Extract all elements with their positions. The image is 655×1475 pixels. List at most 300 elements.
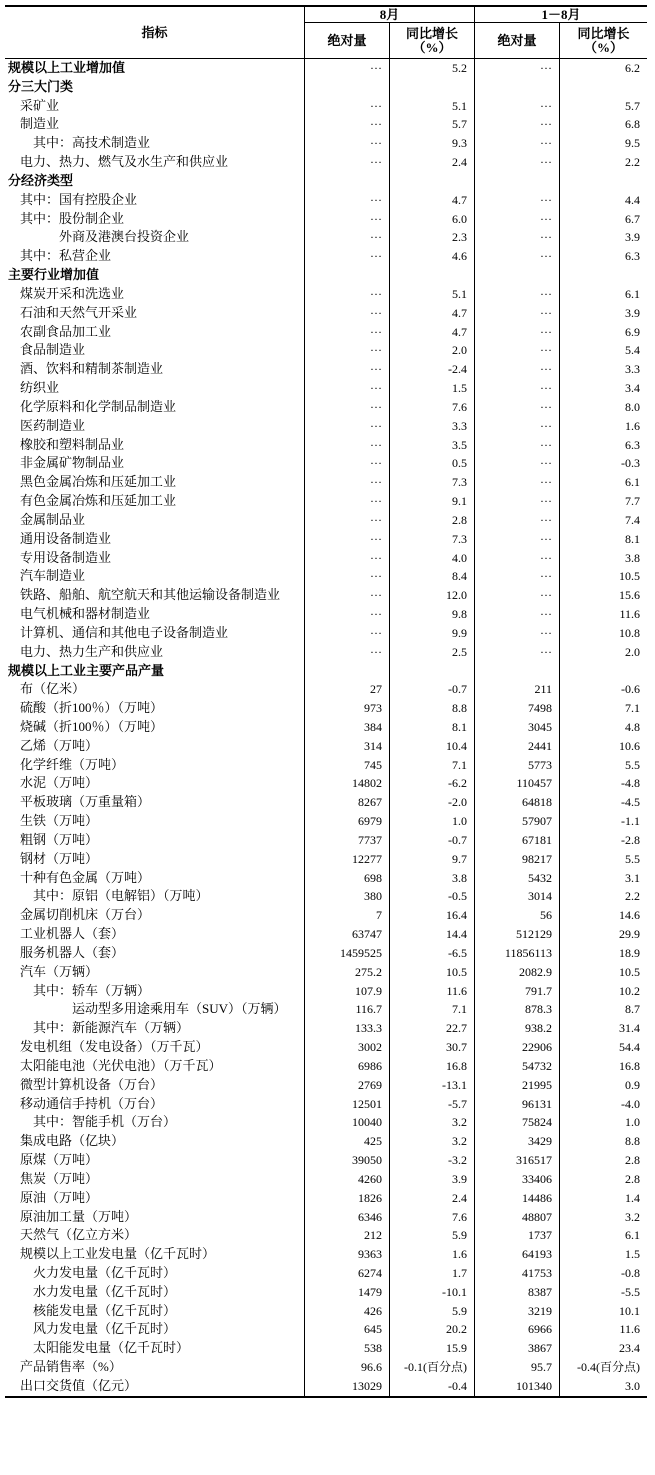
header-period-month-label: 8月 — [379, 6, 400, 22]
ytd-growth-cell — [560, 1095, 647, 1114]
ytd-growth-cell — [560, 1226, 647, 1245]
aug-growth-value: 3.3 — [452, 418, 467, 433]
ytd-absolute-cell — [475, 662, 560, 681]
aug-growth-value: 20.2 — [446, 1322, 467, 1337]
aug-absolute-value: 426 — [364, 1303, 382, 1318]
section-heading-label: 分经济类型 — [8, 172, 74, 188]
aug-absolute-cell — [305, 59, 390, 78]
indicator-cell — [5, 1339, 305, 1358]
ytd-growth-value: 54.4 — [619, 1040, 640, 1055]
aug-absolute-value: 8267 — [358, 795, 382, 810]
table-row — [5, 473, 647, 492]
indicator-cell — [5, 1095, 305, 1114]
aug-absolute-cell — [305, 1038, 390, 1057]
aug-absolute-value: 63747 — [352, 927, 382, 942]
ytd-growth-value: 3.9 — [625, 305, 640, 320]
table-row — [5, 1264, 647, 1283]
ytd-growth-value: 10.1 — [619, 1303, 640, 1318]
ytd-absolute-value: … — [540, 134, 552, 148]
ytd-absolute-value: 48807 — [522, 1209, 552, 1224]
ytd-growth-cell — [560, 1208, 647, 1227]
aug-absolute-value: … — [370, 96, 382, 110]
aug-growth-value: 3.2 — [452, 1134, 467, 1149]
ytd-growth-value: 3.2 — [625, 1209, 640, 1224]
ytd-absolute-value: 110457 — [516, 776, 552, 791]
aug-absolute-value: 384 — [364, 719, 382, 734]
aug-growth-cell — [390, 285, 475, 304]
indicator-label: 硫酸（折100％）（万吨） — [20, 700, 164, 716]
ytd-growth-value: -0.8 — [621, 1266, 640, 1280]
aug-growth-cell — [390, 1189, 475, 1208]
indicator-cell — [5, 699, 305, 718]
indicator-label: 钢材（万吨） — [20, 850, 99, 866]
aug-growth-value: 5.9 — [452, 1228, 467, 1243]
indicator-cell — [5, 624, 305, 643]
ytd-growth-value: -4.0 — [621, 1096, 640, 1111]
ytd-absolute-cell — [475, 530, 560, 549]
indicator-label: 其中：高技术制造业 — [33, 135, 151, 151]
ytd-growth-value: 3.8 — [625, 550, 640, 565]
ytd-growth-value: 3.0 — [625, 1378, 640, 1393]
ytd-absolute-cell — [475, 134, 560, 153]
ytd-absolute-value: … — [540, 153, 552, 167]
aug-absolute-cell — [305, 1264, 390, 1283]
indicator-cell — [5, 454, 305, 473]
ytd-growth-value: 23.4 — [619, 1341, 640, 1356]
ytd-absolute-value: 938.2 — [525, 1021, 552, 1036]
indicator-cell — [5, 1057, 305, 1076]
ytd-growth-value: 29.9 — [619, 927, 640, 942]
ytd-absolute-value: 95.7 — [531, 1360, 552, 1375]
aug-growth-cell — [390, 1226, 475, 1245]
aug-absolute-value: 1826 — [358, 1190, 382, 1205]
ytd-absolute-cell — [475, 549, 560, 568]
ytd-absolute-cell — [475, 492, 560, 511]
ytd-growth-cell — [560, 718, 647, 737]
ytd-absolute-cell — [475, 1358, 560, 1377]
aug-growth-value: 16.8 — [446, 1058, 467, 1073]
aug-growth-cell — [390, 624, 475, 643]
aug-growth-cell — [390, 1302, 475, 1321]
table-row — [5, 718, 647, 737]
aug-absolute-cell — [305, 1095, 390, 1114]
aug-growth-value: 5.9 — [452, 1303, 467, 1318]
aug-absolute-value: … — [370, 228, 382, 242]
indicator-label: 非金属矿物制品业 — [20, 455, 125, 471]
header-ytd-absolute — [475, 23, 560, 58]
aug-absolute-cell — [305, 699, 390, 718]
table-row — [5, 341, 647, 360]
indicator-label: 汽车制造业 — [20, 568, 86, 584]
indicator-label: 食品制造业 — [20, 342, 86, 358]
ytd-growth-cell — [560, 1283, 647, 1302]
table-row — [5, 1377, 647, 1396]
aug-growth-cell — [390, 549, 475, 568]
header-period-month — [305, 7, 475, 23]
ytd-growth-value: 1.4 — [625, 1190, 640, 1205]
aug-growth-value: 9.9 — [452, 625, 467, 640]
ytd-growth-cell — [560, 737, 647, 756]
ytd-absolute-cell — [475, 360, 560, 379]
table-row — [5, 624, 647, 643]
ytd-absolute-cell — [475, 341, 560, 360]
aug-absolute-value: … — [370, 548, 382, 562]
aug-growth-value: 3.2 — [452, 1115, 467, 1130]
table-row — [5, 530, 647, 549]
ytd-growth-value: 31.4 — [619, 1021, 640, 1036]
aug-absolute-cell — [305, 1339, 390, 1358]
ytd-absolute-value: 791.7 — [525, 983, 552, 998]
ytd-absolute-value: 7498 — [528, 701, 552, 716]
indicator-cell — [5, 549, 305, 568]
table-row — [5, 680, 647, 699]
aug-absolute-cell — [305, 210, 390, 229]
table-row — [5, 567, 647, 586]
aug-absolute-value: … — [370, 397, 382, 411]
indicator-cell — [5, 1245, 305, 1264]
aug-absolute-value: … — [370, 510, 382, 524]
indicator-label: 风力发电量（亿千瓦时） — [33, 1321, 177, 1337]
ytd-absolute-cell — [475, 1151, 560, 1170]
table-row — [5, 417, 647, 436]
aug-growth-value: 7.6 — [452, 1209, 467, 1224]
aug-growth-cell — [390, 1283, 475, 1302]
table-row — [5, 869, 647, 888]
aug-growth-value: -3.2 — [448, 1153, 467, 1168]
indicator-label: 生铁（万吨） — [20, 813, 99, 829]
indicator-label: 农副食品加工业 — [20, 323, 112, 339]
ytd-absolute-value: 5432 — [528, 870, 552, 885]
aug-absolute-cell — [305, 963, 390, 982]
ytd-absolute-value: 75824 — [522, 1115, 552, 1130]
ytd-growth-cell — [560, 1320, 647, 1339]
ytd-growth-cell — [560, 624, 647, 643]
ytd-growth-value: 15.6 — [619, 588, 640, 603]
aug-absolute-cell — [305, 718, 390, 737]
aug-growth-value: -6.5 — [448, 945, 467, 960]
ytd-absolute-value: 41753 — [522, 1266, 552, 1280]
ytd-absolute-cell — [475, 115, 560, 134]
ytd-absolute-value: … — [540, 473, 552, 487]
table-row — [5, 1151, 647, 1170]
table-row — [5, 887, 647, 906]
aug-absolute-value: 6346 — [358, 1209, 382, 1224]
aug-growth-cell — [390, 191, 475, 210]
ytd-absolute-value: … — [540, 567, 552, 581]
ytd-growth-cell — [560, 831, 647, 850]
aug-absolute-value: 1479 — [358, 1284, 382, 1299]
aug-growth-value: 9.8 — [452, 607, 467, 622]
aug-growth-value: -0.5 — [448, 889, 467, 904]
table-row — [5, 586, 647, 605]
ytd-absolute-value: … — [540, 492, 552, 506]
ytd-growth-value: 8.0 — [625, 399, 640, 414]
ytd-absolute-cell — [475, 1132, 560, 1151]
table-row — [5, 1019, 647, 1038]
section-heading-label: 规模以上工业增加值 — [8, 60, 126, 75]
indicator-cell — [5, 756, 305, 775]
aug-growth-value: -2.4 — [448, 362, 467, 377]
indicator-label: 其中：私营企业 — [20, 248, 112, 264]
ytd-absolute-value: 878.3 — [525, 1002, 552, 1017]
indicator-label: 化学纤维（万吨） — [20, 756, 125, 772]
indicator-label: 出口交货值（亿元） — [20, 1377, 138, 1393]
indicator-cell — [5, 605, 305, 624]
ytd-growth-value: 10.6 — [619, 738, 640, 753]
aug-growth-cell — [390, 1076, 475, 1095]
ytd-absolute-cell — [475, 436, 560, 455]
indicator-label: 其中：轿车（万辆） — [33, 982, 151, 998]
aug-growth-cell — [390, 586, 475, 605]
aug-absolute-cell — [305, 153, 390, 172]
ytd-growth-value: 1.5 — [625, 1247, 640, 1262]
ytd-absolute-cell — [475, 812, 560, 831]
aug-absolute-value: 4260 — [358, 1171, 382, 1186]
ytd-absolute-value: 2441 — [528, 738, 552, 753]
indicator-label: 粗钢（万吨） — [20, 831, 99, 847]
aug-growth-value: 2.8 — [452, 512, 467, 527]
ytd-growth-value: 3.9 — [625, 230, 640, 245]
aug-absolute-cell — [305, 436, 390, 455]
aug-absolute-value: … — [370, 134, 382, 148]
ytd-growth-value: 2.2 — [625, 889, 640, 904]
aug-absolute-value: 14802 — [352, 776, 382, 791]
table-row — [5, 228, 647, 247]
aug-growth-value: -5.7 — [448, 1096, 467, 1111]
indicator-label: 有色金属冶炼和压延加工业 — [20, 493, 177, 509]
aug-absolute-cell — [305, 1151, 390, 1170]
indicator-label: 电力、热力、燃气及水生产和供应业 — [20, 154, 229, 170]
indicator-cell — [5, 323, 305, 342]
table-row — [5, 1283, 647, 1302]
ytd-growth-value: 4.4 — [625, 192, 640, 207]
aug-absolute-value: … — [370, 416, 382, 430]
aug-absolute-cell — [305, 454, 390, 473]
aug-absolute-cell — [305, 78, 390, 97]
ytd-growth-value: 2.8 — [625, 1153, 640, 1168]
indicator-cell — [5, 1000, 305, 1019]
aug-growth-value: 9.1 — [452, 494, 467, 509]
aug-absolute-value: 380 — [364, 889, 382, 904]
ytd-growth-value: 11.6 — [619, 1322, 640, 1337]
aug-growth-value: 4.7 — [452, 192, 467, 207]
aug-absolute-cell — [305, 134, 390, 153]
indicator-cell — [5, 737, 305, 756]
indicator-cell — [5, 304, 305, 323]
ytd-absolute-cell — [475, 869, 560, 888]
indicator-label: 核能发电量（亿千瓦时） — [33, 1302, 177, 1318]
aug-growth-value: 9.3 — [452, 136, 467, 151]
indicator-cell — [5, 718, 305, 737]
aug-absolute-value: … — [370, 379, 382, 393]
indicator-label: 石油和天然气开采业 — [20, 304, 138, 320]
ytd-growth-cell — [560, 1132, 647, 1151]
aug-growth-value: -10.1 — [442, 1284, 467, 1299]
ytd-absolute-value: … — [540, 642, 552, 656]
ytd-growth-cell — [560, 982, 647, 1001]
table-row — [5, 1113, 647, 1132]
ytd-growth-cell — [560, 115, 647, 134]
aug-absolute-cell — [305, 887, 390, 906]
aug-absolute-cell — [305, 304, 390, 323]
aug-absolute-cell — [305, 586, 390, 605]
aug-growth-cell — [390, 492, 475, 511]
table-row — [5, 247, 647, 266]
indicator-cell — [5, 793, 305, 812]
indicator-label: 烧碱（折100％）（万吨） — [20, 718, 164, 734]
ytd-growth-cell — [560, 59, 647, 78]
aug-growth-value: 7.1 — [452, 757, 467, 772]
indicator-label: 天然气（亿立方米） — [20, 1227, 138, 1243]
ytd-absolute-value: 6966 — [528, 1322, 552, 1337]
ytd-growth-cell — [560, 605, 647, 624]
ytd-growth-cell — [560, 793, 647, 812]
indicator-label: 产品销售率（%） — [20, 1359, 122, 1375]
ytd-absolute-value: … — [540, 454, 552, 468]
section-heading-row — [5, 59, 647, 78]
ytd-growth-value: -0.4(百分点) — [577, 1360, 640, 1375]
indicator-cell — [5, 1113, 305, 1132]
aug-growth-cell — [390, 266, 475, 285]
aug-growth-value: 12.0 — [446, 588, 467, 603]
indicator-label: 计算机、通信和其他电子设备制造业 — [20, 624, 229, 640]
aug-growth-value: -0.4 — [448, 1378, 467, 1393]
aug-absolute-cell — [305, 662, 390, 681]
indicator-cell — [5, 78, 305, 97]
aug-growth-value: 22.7 — [446, 1021, 467, 1036]
indicator-cell — [5, 341, 305, 360]
ytd-absolute-value: … — [540, 190, 552, 204]
indicator-label: 服务机器人（套） — [20, 944, 125, 960]
ytd-growth-cell — [560, 1302, 647, 1321]
aug-growth-value: 5.1 — [452, 98, 467, 113]
aug-growth-cell — [390, 793, 475, 812]
aug-growth-cell — [390, 228, 475, 247]
ytd-absolute-value: … — [540, 529, 552, 543]
aug-absolute-value: 27 — [370, 682, 382, 697]
header-indicator-label: 指标 — [141, 24, 168, 40]
ytd-growth-value: 1.6 — [625, 418, 640, 433]
ytd-growth-value: 18.9 — [619, 945, 640, 960]
aug-absolute-value: … — [370, 529, 382, 543]
aug-absolute-value: 10040 — [352, 1115, 382, 1130]
ytd-growth-cell — [560, 1113, 647, 1132]
ytd-absolute-cell — [475, 59, 560, 78]
section-heading-row — [5, 662, 647, 681]
ytd-absolute-cell — [475, 247, 560, 266]
aug-absolute-cell — [305, 323, 390, 342]
ytd-absolute-value: 64818 — [522, 795, 552, 810]
ytd-absolute-cell — [475, 1208, 560, 1227]
aug-absolute-cell — [305, 567, 390, 586]
ytd-growth-cell — [560, 172, 647, 191]
ytd-growth-cell — [560, 436, 647, 455]
aug-growth-value: 1.5 — [452, 381, 467, 396]
ytd-absolute-value: 22906 — [522, 1040, 552, 1055]
aug-absolute-value: … — [370, 642, 382, 656]
table-row — [5, 454, 647, 473]
aug-absolute-value: 7 — [376, 908, 382, 923]
ytd-absolute-value: 3867 — [528, 1341, 552, 1356]
table-row — [5, 793, 647, 812]
ytd-absolute-value: … — [540, 322, 552, 336]
aug-absolute-cell — [305, 191, 390, 210]
aug-absolute-cell — [305, 1320, 390, 1339]
ytd-growth-cell — [560, 906, 647, 925]
ytd-absolute-value: … — [540, 623, 552, 637]
ytd-absolute-value: 14486 — [522, 1190, 552, 1205]
ytd-absolute-cell — [475, 906, 560, 925]
aug-absolute-value: … — [370, 341, 382, 355]
ytd-absolute-value: … — [540, 96, 552, 110]
ytd-absolute-cell — [475, 1264, 560, 1283]
indicator-label: 其中：国有控股企业 — [20, 191, 138, 207]
aug-growth-value: -2.0 — [448, 795, 467, 810]
indicator-label: 专用设备制造业 — [20, 549, 112, 565]
indicator-cell — [5, 492, 305, 511]
aug-absolute-value: … — [370, 435, 382, 449]
table-row — [5, 1189, 647, 1208]
table-row — [5, 323, 647, 342]
ytd-absolute-cell — [475, 228, 560, 247]
ytd-absolute-value: … — [540, 379, 552, 393]
aug-growth-cell — [390, 436, 475, 455]
ytd-absolute-cell — [475, 1000, 560, 1019]
ytd-absolute-value: 2082.9 — [519, 964, 552, 979]
table-row — [5, 906, 647, 925]
ytd-growth-value: -4.5 — [621, 795, 640, 810]
aug-growth-value: 5.2 — [452, 61, 467, 75]
ytd-absolute-value: 21995 — [522, 1077, 552, 1092]
indicator-cell — [5, 1358, 305, 1377]
aug-absolute-value: 107.9 — [355, 983, 382, 998]
ytd-growth-value: 6.3 — [625, 249, 640, 264]
indicator-label: 纺织业 — [20, 380, 60, 396]
ytd-absolute-cell — [475, 304, 560, 323]
table-header — [5, 7, 647, 59]
table-row — [5, 549, 647, 568]
ytd-absolute-value: 101340 — [516, 1378, 552, 1393]
aug-absolute-cell — [305, 1302, 390, 1321]
aug-absolute-value: … — [370, 209, 382, 223]
indicator-label: 水泥（万吨） — [20, 775, 99, 791]
table-row — [5, 1358, 647, 1377]
indicator-cell — [5, 191, 305, 210]
indicator-label: 制造业 — [20, 116, 60, 132]
aug-growth-cell — [390, 59, 475, 78]
aug-growth-cell — [390, 247, 475, 266]
ytd-growth-value: 6.1 — [625, 1228, 640, 1243]
aug-growth-cell — [390, 718, 475, 737]
indicator-cell — [5, 1283, 305, 1302]
aug-absolute-value: 116.7 — [355, 1002, 382, 1017]
indicator-cell — [5, 1302, 305, 1321]
table-row — [5, 360, 647, 379]
aug-absolute-cell — [305, 1358, 390, 1377]
indicator-label: 外商及港澳台投资企业 — [59, 229, 190, 245]
ytd-growth-value: -5.5 — [621, 1284, 640, 1299]
aug-absolute-value: … — [370, 247, 382, 261]
ytd-absolute-cell — [475, 454, 560, 473]
indicator-label: 发电机组（发电设备）（万千瓦） — [20, 1039, 209, 1055]
ytd-absolute-value: 56 — [540, 908, 552, 923]
aug-absolute-cell — [305, 172, 390, 191]
indicator-cell — [5, 59, 305, 78]
ytd-absolute-value: 11856113 — [504, 945, 552, 960]
ytd-absolute-value: 54732 — [522, 1058, 552, 1073]
ytd-growth-cell — [560, 944, 647, 963]
indicator-label: 煤炭开采和洗选业 — [20, 285, 125, 301]
